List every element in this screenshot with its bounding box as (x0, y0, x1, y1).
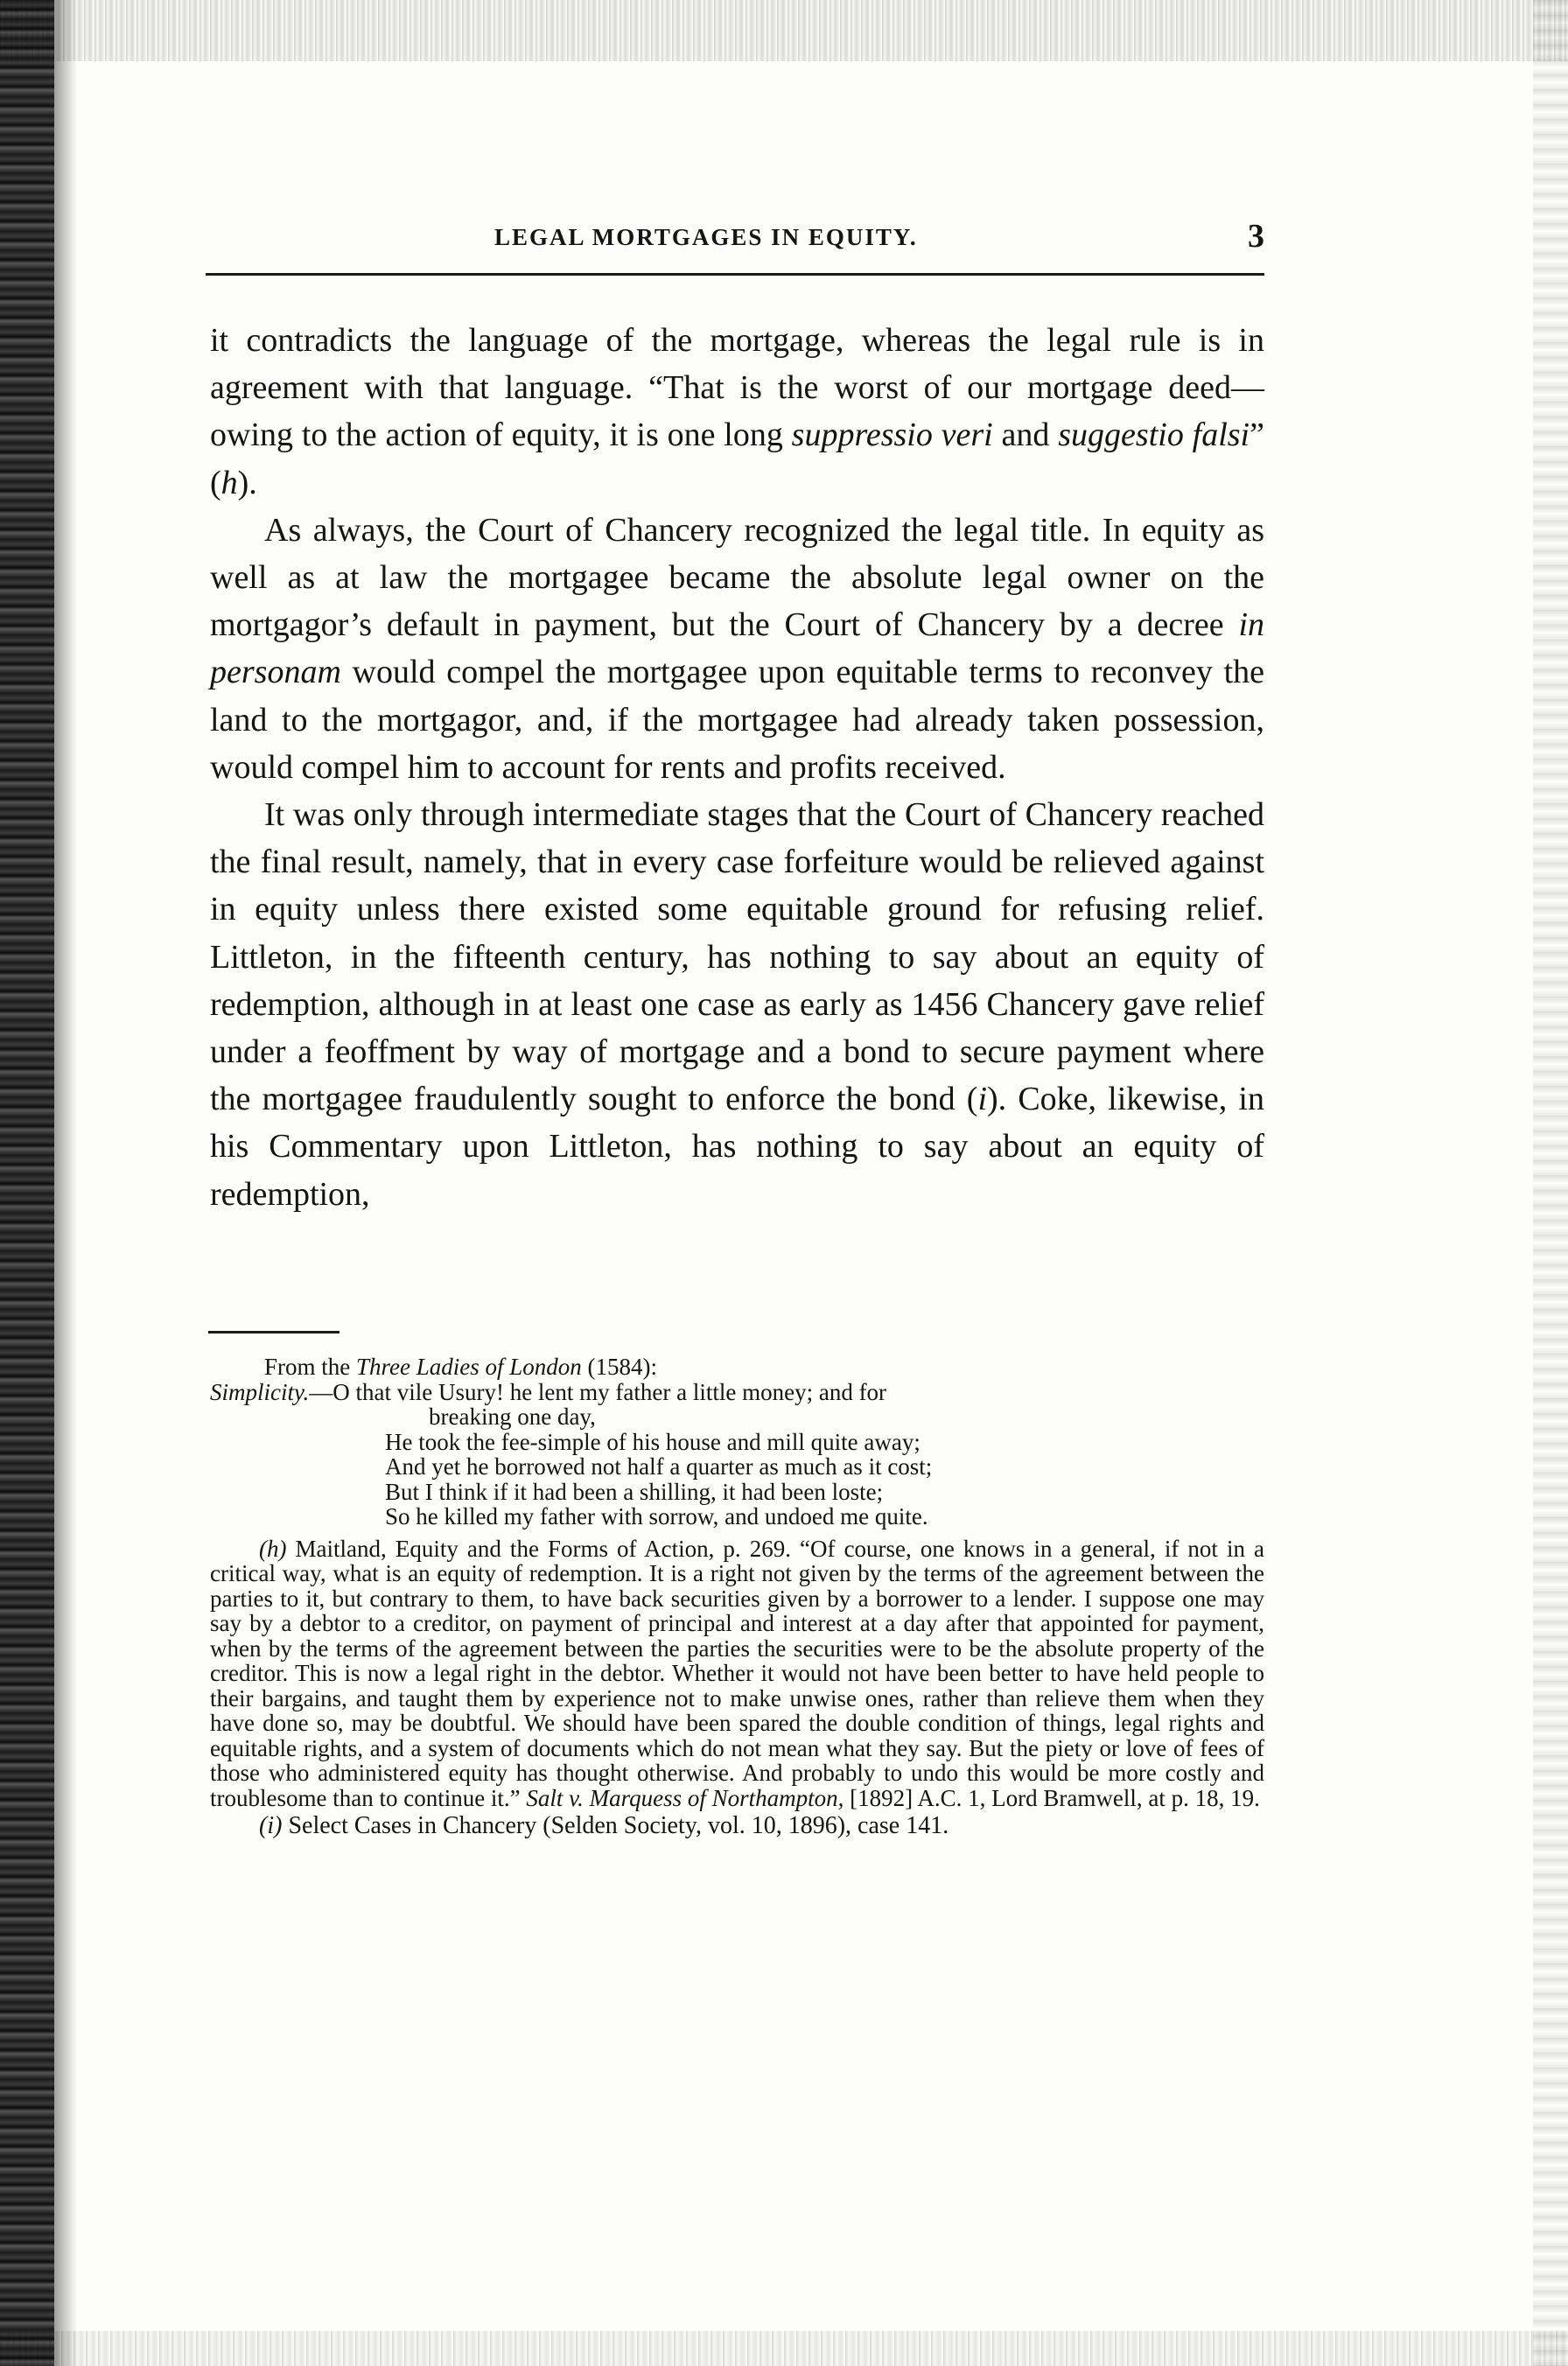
footnote-h-text: Maitland, Equity and the Forms of Action, p. 269. “Of course, one knows in a general, if not in a critical way, what is an equity of redemption. It is a right not given by the terms of the agreement between the parties to it, but contrary to them, to have back securities given by a borrower to a lender. I suppose one may say by a debtor to a creditor, on payment of principal and interest at a day after that appointed for payment, when by the terms of the agreement between the parties the securities were to be the absolute property of the creditor. This is now a legal right in the debtor. Whether it would not have been better to have held people to their bargains, and taught them by experience not to make unwise ones, rather than relieve them when they have done so, may be doubtful. We should have been spared the double condition of things, legal rights and equitable rights, and a system of documents which do not mean what they say. But the piety or love of fees of those who administered equity has thought otherwise. And probably to undo this would be more costly and troublesome than to continue it.” (210, 1535, 1264, 1811)
footnote-h (210, 1536, 1264, 1811)
verse-footnote (210, 1354, 1264, 1530)
verse-line-4: But I think if it had been a shilling, it had been loste; (385, 1478, 884, 1505)
footnote-h-citation: [1892] A.C. 1, Lord Bramwell, at p. 18, 19. (844, 1784, 1260, 1811)
scan-binding-shadow (0, 0, 54, 2366)
p1-italic-suppressio: suppressio veri (791, 416, 993, 454)
footnote-i-label: (i) (259, 1812, 283, 1839)
verse-source-title: Three Ladies of London (356, 1354, 582, 1380)
p2-italic-in-personam: in personam (210, 606, 1264, 691)
footnote-rule (208, 1331, 340, 1334)
running-title: LEGAL MORTGAGES IN EQUITY. (494, 224, 918, 250)
scan-right-noise (1533, 0, 1568, 2366)
footnotes (210, 1354, 1264, 1839)
verse-intro (210, 1354, 1264, 1380)
verse-intro-text: From the (264, 1354, 356, 1380)
p1-text-b: and (992, 416, 1059, 454)
p3-footnote-ref-i: i (977, 1081, 988, 1118)
verse-line-1-cont: breaking one day, (429, 1404, 596, 1430)
p1-text-a: it contradicts the language of the mortgage, whereas the legal rule is in agreement with that language. “That is the worst of our mortgage deed—owing to the action of equity, it is one long (210, 322, 1264, 454)
running-head (206, 217, 1264, 262)
footnote-i (210, 1814, 1264, 1839)
verse-line-1-text: —O that vile Usury! he lent my father a little money; and for (309, 1378, 887, 1405)
verse-speaker: Simplicity. (210, 1378, 310, 1405)
p1-footnote-ref-h: h (220, 464, 238, 501)
scan-bottom-noise (0, 2331, 1568, 2366)
footnote-h-label: (h) (259, 1535, 287, 1562)
p1-italic-suggestio: suggestio falsi (1058, 416, 1250, 454)
paragraph-1 (210, 317, 1264, 507)
paragraph-3 (210, 791, 1264, 1218)
scan-edge-fade (54, 0, 77, 2366)
p2-text-b: would compel the mortgagee upon equitable terms to reconvey the land to the mortgagor, and, if the mortgagee had already taken possession, would compel him to account for rents and profits received. (210, 654, 1264, 786)
page-number: 3 (1248, 218, 1264, 255)
p2-text-a: As always, the Court of Chancery recognized the legal title. In equity as well as at law the mortgagee became the absolute legal owner on the mortgagor’s default in payment, but the Court of Chancery by a decree (210, 511, 1264, 644)
body-text (210, 317, 1264, 1218)
p3-text-b: ). Coke, likewise, in his Commentary upon Littleton, has nothing to say about an equity of redemption, (210, 1081, 1264, 1213)
p1-text-d: ). (237, 464, 257, 501)
footnote-h-case-name: Salt v. Marquess of Northampton, (526, 1784, 844, 1811)
p1-text-c: ” ( (210, 416, 1264, 501)
footnote-i-text: Select Cases in Chancery (Selden Society, vol. 10, 1896), case 141. (282, 1812, 949, 1839)
verse-line-2: He took the fee-simple of his house and mill quite away; (385, 1428, 920, 1455)
paragraph-2 (210, 507, 1264, 791)
verse-line-3: And yet he borrowed not half a quarter as much as it cost; (385, 1453, 933, 1480)
p3-text-a: It was only through intermediate stages that the Court of Chancery reached the final result, namely, that in every case forfeiture would be relieved against in equity unless there existed some equitable ground for refusing relief. Littleton, in the fifteenth century, has nothing to say about an equity of redemption, although in at least one case as early as 1456 Chancery gave relief under a feoffment by way of mortgage and a bond to secure payment where the mortgagee fraudulently sought to enforce the bond ( (210, 796, 1264, 1118)
verse-line-5: So he killed my father with sorrow, and undoed me quite. (385, 1503, 928, 1530)
scan-top-noise (0, 0, 1568, 61)
header-rule (206, 273, 1264, 276)
verse-intro-date: (1584): (581, 1354, 657, 1380)
verse-line-1 (210, 1380, 1264, 1405)
